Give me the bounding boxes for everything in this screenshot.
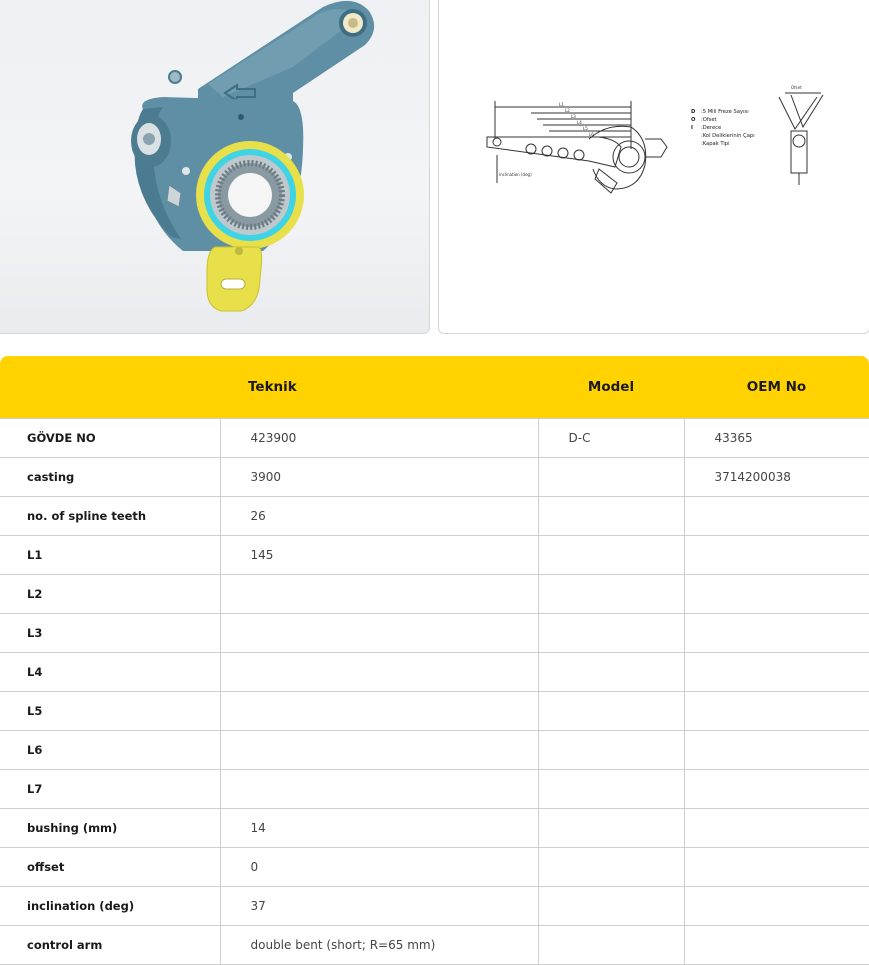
row-model bbox=[538, 614, 684, 653]
row-value: 423900 bbox=[220, 419, 538, 458]
row-value: 0 bbox=[220, 848, 538, 887]
legend-key: I bbox=[691, 125, 693, 131]
row-label: bushing (mm) bbox=[0, 809, 220, 848]
row-oem: 43365 bbox=[684, 419, 869, 458]
dim-label: L2 bbox=[565, 108, 570, 113]
row-label: L7 bbox=[0, 770, 220, 809]
row-label: control arm bbox=[0, 926, 220, 965]
row-value: double bent (short; R=65 mm) bbox=[220, 926, 538, 965]
dim-label: L5 bbox=[583, 126, 588, 131]
spec-table-body bbox=[0, 419, 869, 965]
row-oem bbox=[684, 770, 869, 809]
legend-text: :Kol Deliklerinin Çapı bbox=[701, 133, 755, 139]
table-row bbox=[0, 731, 869, 770]
row-label: L1 bbox=[0, 536, 220, 575]
table-row bbox=[0, 575, 869, 614]
table-row bbox=[0, 419, 869, 458]
row-label: offset bbox=[0, 848, 220, 887]
dim-label: L1 bbox=[559, 102, 564, 107]
row-oem bbox=[684, 497, 869, 536]
row-oem bbox=[684, 887, 869, 926]
row-value bbox=[220, 692, 538, 731]
row-label: inclination (deg) bbox=[0, 887, 220, 926]
row-model bbox=[538, 887, 684, 926]
table-row bbox=[0, 926, 869, 965]
header-teknik: Teknik bbox=[220, 356, 538, 419]
table-row bbox=[0, 653, 869, 692]
table-row bbox=[0, 614, 869, 653]
technical-drawing bbox=[439, 0, 869, 333]
row-model bbox=[538, 497, 684, 536]
legend-key: D bbox=[691, 109, 696, 115]
row-oem bbox=[684, 692, 869, 731]
row-value: 26 bbox=[220, 497, 538, 536]
spec-table-header bbox=[0, 356, 869, 419]
row-label: L2 bbox=[0, 575, 220, 614]
row-value: 3900 bbox=[220, 458, 538, 497]
row-value bbox=[220, 575, 538, 614]
table-row bbox=[0, 809, 869, 848]
row-value: 145 bbox=[220, 536, 538, 575]
legend-key: O bbox=[691, 117, 696, 123]
row-oem bbox=[684, 848, 869, 887]
row-model bbox=[538, 809, 684, 848]
row-model bbox=[538, 653, 684, 692]
row-label: GÖVDE NO bbox=[0, 419, 220, 458]
row-model bbox=[538, 536, 684, 575]
dim-label: L3 bbox=[571, 114, 576, 119]
table-row bbox=[0, 536, 869, 575]
row-label: no. of spline teeth bbox=[0, 497, 220, 536]
row-label: L6 bbox=[0, 731, 220, 770]
dim-label: L4 bbox=[577, 120, 582, 125]
spec-table bbox=[0, 356, 869, 965]
table-row bbox=[0, 458, 869, 497]
row-oem bbox=[684, 614, 869, 653]
spec-table-container bbox=[0, 356, 869, 965]
row-oem bbox=[684, 575, 869, 614]
row-oem bbox=[684, 926, 869, 965]
legend-text: :5 Mili Freze Sayısı bbox=[701, 109, 749, 115]
row-label: L5 bbox=[0, 692, 220, 731]
row-label: L4 bbox=[0, 653, 220, 692]
header-model: Model bbox=[538, 356, 684, 419]
offset-label: Ofset bbox=[791, 85, 802, 90]
technical-drawing-card[interactable] bbox=[438, 0, 869, 334]
row-model bbox=[538, 770, 684, 809]
header-empty bbox=[0, 356, 220, 419]
table-row bbox=[0, 497, 869, 536]
row-model bbox=[538, 731, 684, 770]
legend-text: :Derece bbox=[701, 125, 722, 131]
table-row bbox=[0, 887, 869, 926]
table-row bbox=[0, 692, 869, 731]
row-label: casting bbox=[0, 458, 220, 497]
row-oem bbox=[684, 809, 869, 848]
product-photo-card[interactable] bbox=[0, 0, 430, 334]
row-oem bbox=[684, 731, 869, 770]
row-model bbox=[538, 926, 684, 965]
legend-text: :Ofset bbox=[701, 117, 717, 123]
row-model bbox=[538, 458, 684, 497]
row-model bbox=[538, 692, 684, 731]
row-model bbox=[538, 848, 684, 887]
header-oem-no: OEM No bbox=[684, 356, 869, 419]
slack-adjuster-render bbox=[0, 0, 429, 333]
row-oem: 3714200038 bbox=[684, 458, 869, 497]
row-value bbox=[220, 614, 538, 653]
table-row bbox=[0, 848, 869, 887]
row-label: L3 bbox=[0, 614, 220, 653]
row-value bbox=[220, 731, 538, 770]
row-model bbox=[538, 575, 684, 614]
row-model: D-C bbox=[538, 419, 684, 458]
incl-label: inclination (deg) bbox=[499, 172, 532, 177]
row-oem bbox=[684, 653, 869, 692]
row-value: 14 bbox=[220, 809, 538, 848]
row-oem bbox=[684, 536, 869, 575]
legend-text: :Kapak Tipi bbox=[701, 141, 730, 147]
row-value: 37 bbox=[220, 887, 538, 926]
table-row bbox=[0, 770, 869, 809]
dim-label: L6 bbox=[589, 132, 594, 137]
row-value bbox=[220, 653, 538, 692]
row-value bbox=[220, 770, 538, 809]
